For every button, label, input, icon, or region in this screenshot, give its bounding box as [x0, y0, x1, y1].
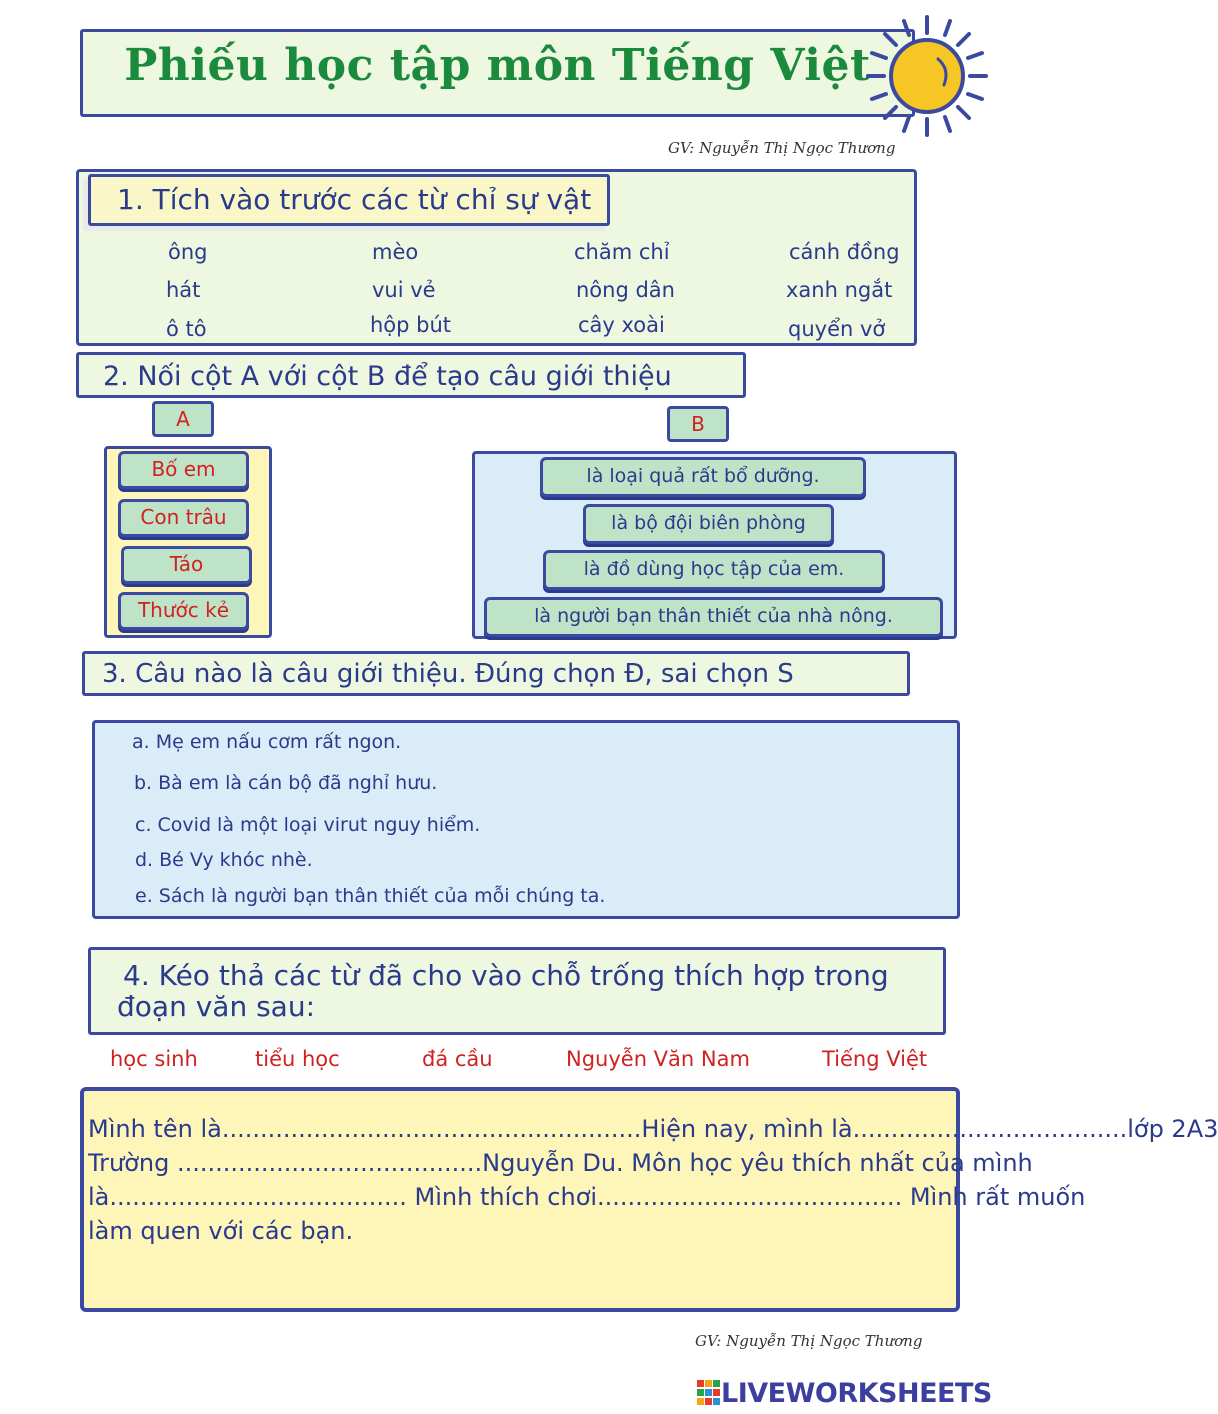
word-checkbox[interactable]: chăm chỉ [574, 240, 670, 264]
column-b-item[interactable]: là đồ dùng học tập của em. [543, 550, 885, 590]
column-a-label: A [152, 401, 214, 437]
sentence-item[interactable]: e. Sách là người bạn thân thiết của mỗi chúng ta. [135, 885, 606, 907]
word-checkbox[interactable]: mèo [372, 240, 419, 264]
teacher-name: GV: Nguyễn Thị Ngọc Thương [668, 139, 896, 157]
word-checkbox[interactable]: nông dân [576, 278, 675, 302]
section4-heading: 4. Kéo thả các từ đã cho vào chỗ trống thích hợp trong [123, 959, 889, 992]
brand-name: LIVEWORKSHEETS [721, 1377, 992, 1409]
title-banner [80, 29, 915, 117]
sentence-item[interactable]: c. Covid là một loại virut nguy hiểm. [135, 814, 481, 836]
logo-mark-icon [697, 1380, 721, 1406]
word-checkbox[interactable]: cánh đồng [789, 240, 900, 264]
section1-heading-box [88, 174, 610, 226]
word-checkbox[interactable]: ông [168, 240, 208, 264]
word-checkbox[interactable]: cây xoài [578, 313, 665, 337]
column-a-item[interactable]: Con trâu [118, 499, 249, 537]
drag-word[interactable]: Tiếng Việt [822, 1047, 928, 1071]
word-checkbox[interactable]: hộp bút [370, 313, 452, 337]
drag-word[interactable]: Nguyễn Văn Nam [566, 1047, 750, 1071]
section3-heading-box [82, 651, 910, 696]
liveworksheets-logo[interactable] [697, 1378, 992, 1408]
column-b-item[interactable]: là người bạn thân thiết của nhà nông. [484, 597, 943, 637]
drag-word[interactable]: học sinh [110, 1047, 198, 1071]
column-a-item[interactable]: Táo [121, 546, 252, 584]
column-a-item[interactable]: Thước kẻ [118, 592, 249, 630]
word-checkbox[interactable]: hát [166, 278, 201, 302]
paragraph-line: làm quen với các bạn. [88, 1217, 354, 1245]
sentence-item[interactable]: a. Mẹ em nấu cơm rất ngon. [132, 731, 402, 753]
sentence-item[interactable]: d. Bé Vy khóc nhè. [135, 849, 313, 871]
column-b-label: B [667, 406, 729, 442]
section2-heading-box [76, 352, 746, 398]
sentence-item[interactable]: b. Bà em là cán bộ đã nghỉ hưu. [134, 772, 438, 794]
word-checkbox[interactable]: quyển vở [788, 317, 886, 341]
paragraph-line: là....................................... Mình thích chơi........................................ Mình rất muốn [88, 1183, 1086, 1211]
section4-heading-cont: đoạn văn sau: [117, 990, 316, 1023]
sun-icon [864, 13, 990, 139]
section3-heading: 3. Câu nào là câu giới thiệu. Đúng chọn Đ, sai chọn S [102, 659, 794, 689]
column-b-item[interactable]: là bộ đội biên phòng [583, 504, 834, 544]
section1-heading: 1. Tích vào trước các từ chỉ sự vật [117, 183, 592, 216]
drag-word[interactable]: đá cầu [422, 1047, 493, 1071]
page-title: Phiếu học tập môn Tiếng Việt [124, 40, 871, 91]
paragraph-line: Trường ........................................Nguyễn Du. Môn học yêu thích nhất của mình [88, 1149, 1033, 1177]
word-checkbox[interactable]: ô tô [166, 317, 207, 341]
drag-word[interactable]: tiểu học [255, 1047, 340, 1071]
word-checkbox[interactable]: xanh ngắt [786, 278, 893, 302]
column-a-item[interactable]: Bố em [118, 451, 249, 489]
column-b-item[interactable]: là loại quả rất bổ dưỡng. [540, 457, 866, 497]
paragraph-line: Mình tên là.......................................................Hiện nay, mình là....................................lớp 2A3 [88, 1115, 1218, 1143]
footer-teacher-name: GV: Nguyễn Thị Ngọc Thương [695, 1332, 923, 1350]
section2-heading: 2. Nối cột A với cột B để tạo câu giới thiệu [103, 361, 672, 392]
section4-heading-box [88, 947, 946, 1035]
word-checkbox[interactable]: vui vẻ [372, 278, 436, 302]
